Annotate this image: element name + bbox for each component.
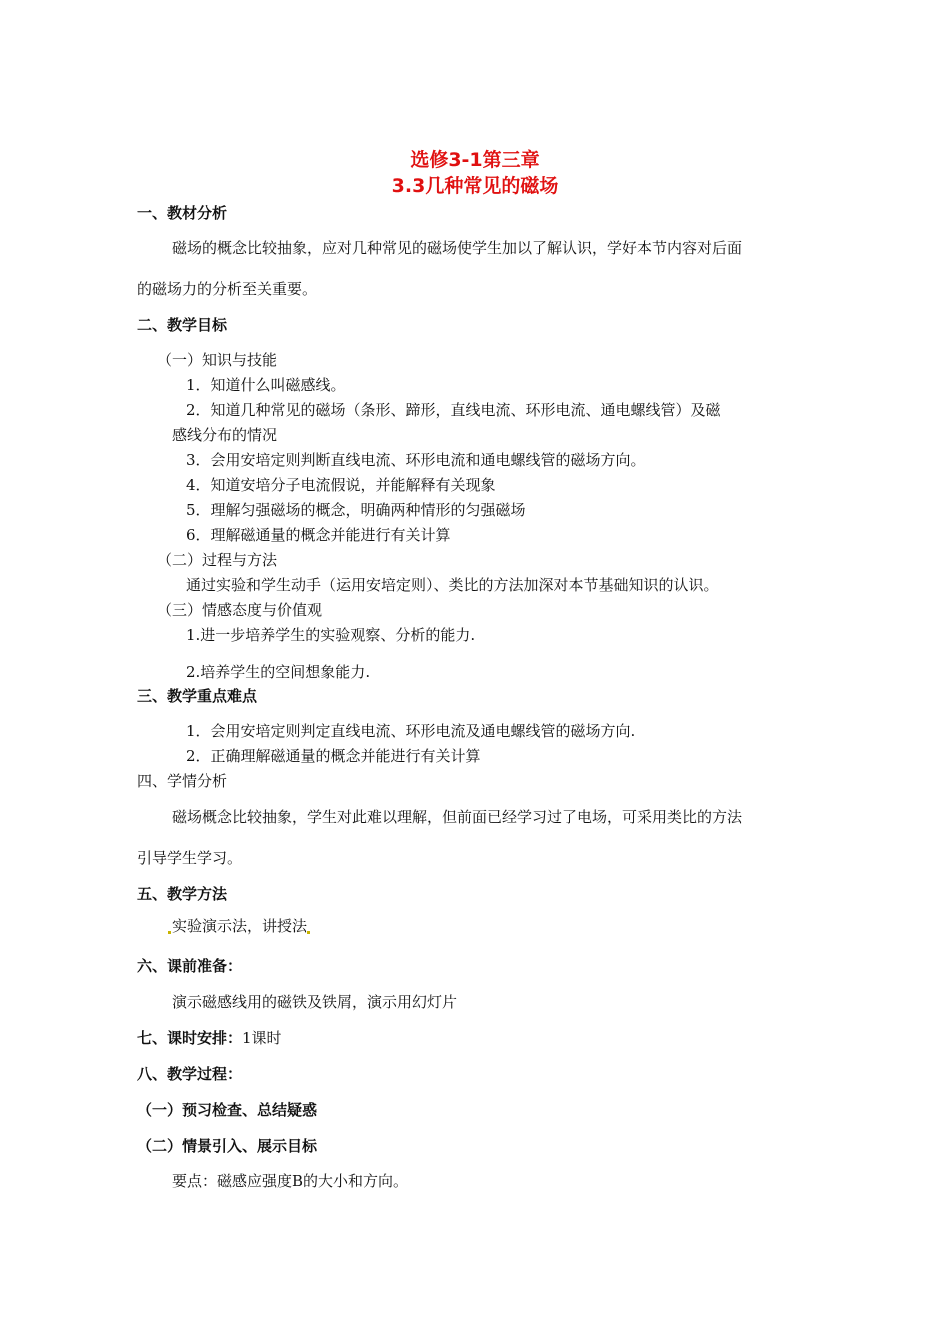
section-2-k2a: 2．知道几种常见的磁场（条形、蹄形，直线电流、环形电流、通电螺线管）及磁 [186,401,721,419]
section-2-k6: 6．理解磁通量的概念并能进行有关计算 [186,526,451,544]
section-1-para-line2: 的磁场力的分析至关重要。 [137,280,318,298]
section-7-value: 1课时 [242,1029,282,1047]
section-5-text: 实验演示法，讲授法 [172,917,308,935]
section-2-k1: 1．知道什么叫磁感线。 [186,376,346,394]
section-4-heading: 四、学情分析 [137,772,228,790]
section-1-heading: 一、教材分析 [137,204,228,222]
section-2-m1: 通过实验和学生动手（运用安培定则）、类比的方法加深对本节基础知识的认识。 [186,576,719,594]
section-2-k4: 4．知道安培分子电流假说，并能解释有关现象 [186,476,496,494]
section-1-para-line1: 磁场的概念比较抽象，应对几种常见的磁场使学生加以了解认识，学好本节内容对后面 [172,239,743,257]
section-2-sub2: （二）过程与方法 [157,551,278,569]
doc-title-line2: 3.3几种常见的磁场 [391,175,559,197]
section-8-sub1: （一）预习检查、总结疑惑 [137,1101,318,1119]
section-6-heading: 六、课前准备： [137,957,243,975]
section-2-e1: 1.进一步培养学生的实验观察、分析的能力. [186,626,476,644]
section-3-d1: 1．会用安培定则判定直线电流、环形电流及通电螺线管的磁场方向. [186,722,636,740]
section-5-heading: 五、教学方法 [137,885,228,903]
section-7-heading: 七、课时安排： [137,1029,243,1047]
section-4-para-line2: 引导学生学习。 [137,849,243,867]
doc-title-line1: 选修3-1第三章 [410,149,540,171]
section-7-line [137,1028,282,1048]
section-8-heading: 八、教学过程： [137,1065,243,1083]
section-8-para: 要点：磁感应强度B的大小和方向。 [172,1172,409,1190]
section-2-k2b: 感线分布的情况 [172,426,278,444]
section-2-e2: 2.培养学生的空间想象能力. [186,663,371,681]
section-5-para [168,916,311,936]
section-2-k5: 5．理解匀强磁场的概念，明确两种情形的匀强磁场 [186,501,526,519]
section-2-k3: 3．会用安培定则判断直线电流、环形电流和通电螺线管的磁场方向。 [186,451,646,469]
section-3-d2: 2．正确理解磁通量的概念并能进行有关计算 [186,747,481,765]
section-2-sub3: （三）情感态度与价值观 [157,601,323,619]
section-2-sub1: （一）知识与技能 [157,351,278,369]
section-8-sub2: （二）情景引入、展示目标 [137,1137,318,1155]
edit-mark-icon [168,931,171,934]
section-3-heading: 三、教学重点难点 [137,687,258,705]
edit-mark-icon [307,931,310,934]
section-2-heading: 二、教学目标 [137,316,228,334]
section-4-para-line1: 磁场概念比较抽象，学生对此难以理解，但前面已经学习过了电场，可采用类比的方法 [172,808,743,826]
section-6-para: 演示磁感线用的磁铁及铁屑，演示用幻灯片 [172,993,458,1011]
